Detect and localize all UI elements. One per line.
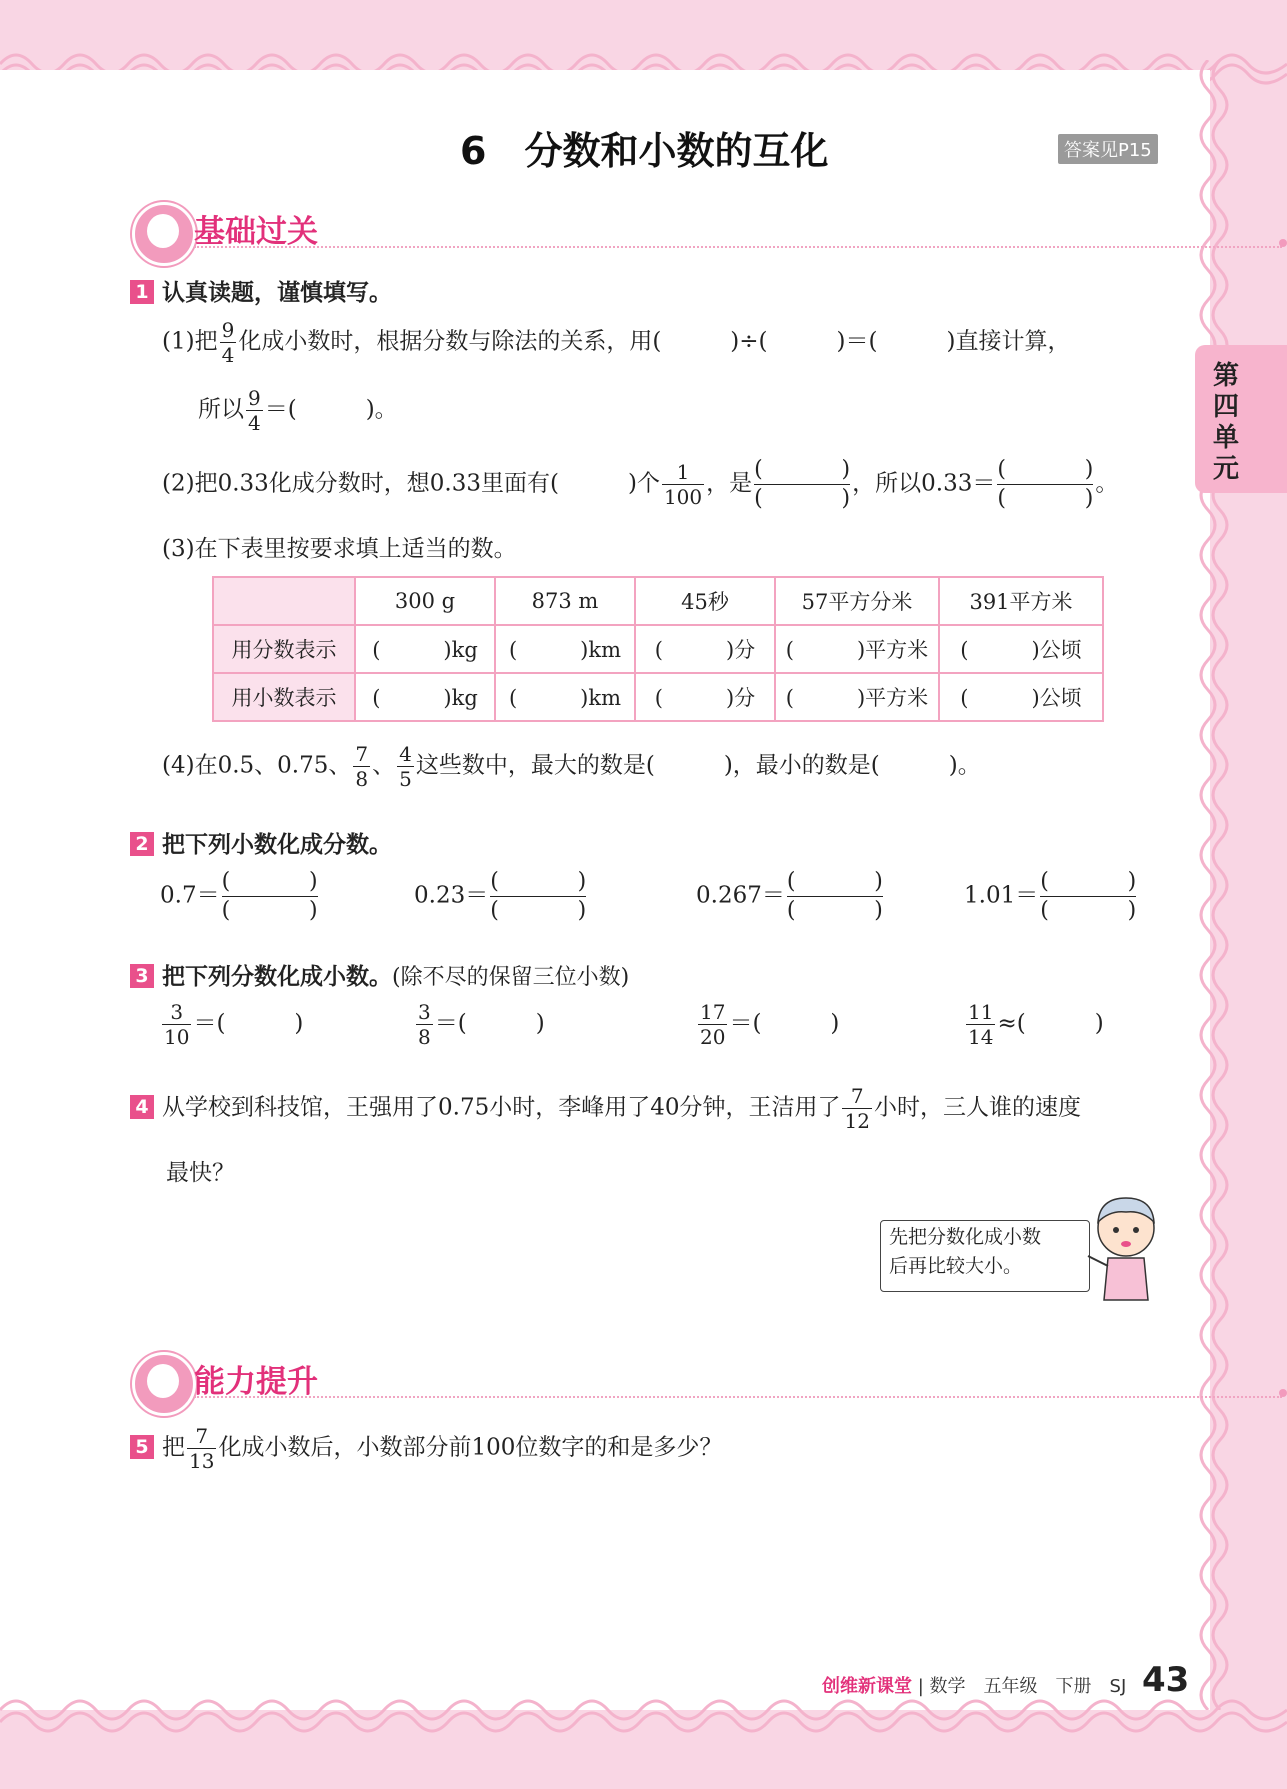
blank-fraction[interactable]: ( ) ( ) xyxy=(1040,869,1137,923)
question-number-badge: 3 xyxy=(130,964,154,988)
section-header-basic xyxy=(132,202,1262,262)
q2-item: 0.23＝ ( ) ( ) xyxy=(414,869,587,923)
hint-line: 后再比较大小。 xyxy=(889,1255,1023,1277)
table-header-cell: 391平方米 xyxy=(939,577,1103,625)
section-label: 能力提升 xyxy=(194,1364,318,1400)
q2-item: 0.7＝ ( ) ( ) xyxy=(160,869,318,923)
fraction: $\frac{4}{5}$ xyxy=(399,742,412,791)
answer-cell[interactable]: ( )km xyxy=(495,673,635,721)
section-divider xyxy=(194,246,1282,248)
question-number-badge: 5 xyxy=(130,1435,154,1459)
table-header-cell: 57平方分米 xyxy=(775,577,939,625)
question-note: (除不尽的保留三位小数) xyxy=(392,965,630,990)
fraction: $\frac{7}{8}$ xyxy=(355,742,369,791)
q1-part1-line1: (1)把 $\frac{9}{4}$ 化成小数时，根据分数与除法的关系，用( )÷( )＝( )直接计算， xyxy=(162,318,1071,367)
fraction: $\frac{3}{10}$ xyxy=(164,1000,190,1049)
unit-tab xyxy=(1195,345,1287,493)
answer-reference-badge: 答案见P15 xyxy=(1058,134,1158,164)
fraction: $\frac{1}{100}$ xyxy=(663,460,703,509)
fraction: $\frac{7}{12}$ xyxy=(844,1084,870,1133)
question-1-heading xyxy=(130,274,392,307)
conversion-table xyxy=(212,576,1104,722)
table-header-cell: 300 g xyxy=(355,577,495,625)
hint-line: 先把分数化成小数 xyxy=(889,1226,1042,1248)
q1-part4: (4)在0.5、0.75、 $\frac{7}{8}$ 、 $\frac{4}{5}$ 这些数中，最大的数是( )，最小的数是( )。 xyxy=(162,742,981,791)
blank-fraction[interactable]: ( ) ( ) xyxy=(997,457,1094,511)
q2-item: 1.01＝ ( ) ( ) xyxy=(964,869,1137,923)
fraction: $\frac{17}{20}$ xyxy=(700,1000,726,1049)
answer-cell[interactable]: ( )kg xyxy=(355,625,495,673)
question-4-line1: 4 从学校到科技馆，王强用了0.75小时，李峰用了40分钟，王洁用了 $\frac{7}{12}$ 小时，三人谁的速度 xyxy=(130,1084,1081,1133)
question-2-heading xyxy=(130,826,392,859)
q1-part2: (2)把0.33化成分数时，想0.33里面有( )个 $\frac{1}{100}$ ，是 ( ) ( ) ，所以0.33＝ ( ) ( ) 。 xyxy=(162,457,1119,511)
q3-item: $\frac{3}{8}$ ＝( ) xyxy=(418,1000,545,1049)
page-title: 6 分数和小数的互化 xyxy=(460,129,829,173)
q1-part3: (3)在下表里按要求填上适当的数。 xyxy=(162,536,517,562)
page-number: 43 xyxy=(1142,1660,1190,1700)
fraction: $\frac{11}{14}$ xyxy=(968,1000,994,1049)
cartoon-avatar-icon xyxy=(132,1352,196,1416)
blank-fraction[interactable]: ( ) ( ) xyxy=(786,869,883,923)
table-header-cell: 45秒 xyxy=(635,577,775,625)
q3-item: $\frac{3}{10}$ ＝( ) xyxy=(164,1000,304,1049)
table-header-cell: 873 m xyxy=(495,577,635,625)
fraction: $\frac{7}{13}$ xyxy=(189,1424,215,1473)
question-number-badge: 4 xyxy=(130,1095,154,1119)
fraction: $\frac{3}{8}$ xyxy=(418,1000,431,1049)
answer-cell[interactable]: ( )km xyxy=(495,625,635,673)
table-row-label: 用小数表示 xyxy=(213,673,355,721)
answer-cell[interactable]: ( )平方米 xyxy=(775,625,939,673)
table-row xyxy=(213,625,1103,673)
question-3-heading xyxy=(130,958,629,991)
question-text: 把下列小数化成分数。 xyxy=(162,832,392,858)
table-corner-cell xyxy=(213,577,355,625)
cartoon-boy-icon xyxy=(1080,1192,1172,1316)
question-text: 认真读题，谨慎填写。 xyxy=(162,280,392,306)
footer-brand: 创维新课堂 xyxy=(822,1676,912,1697)
question-number-badge: 1 xyxy=(130,280,154,304)
q3-item: $\frac{11}{14}$ ≈( ) xyxy=(968,1000,1104,1049)
dots-icon xyxy=(1278,1388,1287,1404)
section-header-advanced xyxy=(132,1352,1262,1412)
answer-cell[interactable]: ( )平方米 xyxy=(775,673,939,721)
q1-part1-line2: 所以 $\frac{9}{4}$ ＝( )。 xyxy=(198,386,398,435)
blank-fraction[interactable]: ( ) ( ) xyxy=(221,869,318,923)
question-4-line2: 最快？ xyxy=(166,1160,235,1186)
dots-icon xyxy=(1278,238,1287,254)
answer-cell[interactable]: ( )公顷 xyxy=(939,673,1103,721)
table-header-row xyxy=(213,577,1103,625)
unit-tab-label: 第四单元 xyxy=(1213,361,1240,484)
cartoon-avatar-icon xyxy=(132,202,196,266)
footer-info: 创维新课堂 | 数学 五年级 下册 SJ xyxy=(822,1676,1127,1697)
q2-item: 0.267＝ ( ) ( ) xyxy=(696,869,883,923)
section-divider xyxy=(194,1396,1282,1398)
table-row-label: 用分数表示 xyxy=(213,625,355,673)
answer-cell[interactable]: ( )kg xyxy=(355,673,495,721)
answer-cell[interactable]: ( )公顷 xyxy=(939,625,1103,673)
blank-fraction[interactable]: ( ) ( ) xyxy=(754,457,851,511)
answer-cell[interactable]: ( )分 xyxy=(635,673,775,721)
q3-item: $\frac{17}{20}$ ＝( ) xyxy=(700,1000,840,1049)
footer-book-info: 数学 五年级 下册 SJ xyxy=(929,1676,1127,1697)
question-text: 把下列分数化成小数。 xyxy=(162,964,392,990)
answer-cell[interactable]: ( )分 xyxy=(635,625,775,673)
blank-fraction[interactable]: ( ) ( ) xyxy=(490,869,587,923)
question-number-badge: 2 xyxy=(130,832,154,856)
fraction: $\frac{9}{4}$ xyxy=(221,318,235,367)
fraction: $\frac{9}{4}$ xyxy=(248,386,261,435)
question-5: 5 把 $\frac{7}{13}$ 化成小数后，小数部分前100位数字的和是多少？ xyxy=(130,1424,722,1473)
hint-speech-bubble xyxy=(880,1220,1090,1292)
section-label: 基础过关 xyxy=(194,214,318,250)
table-row xyxy=(213,673,1103,721)
